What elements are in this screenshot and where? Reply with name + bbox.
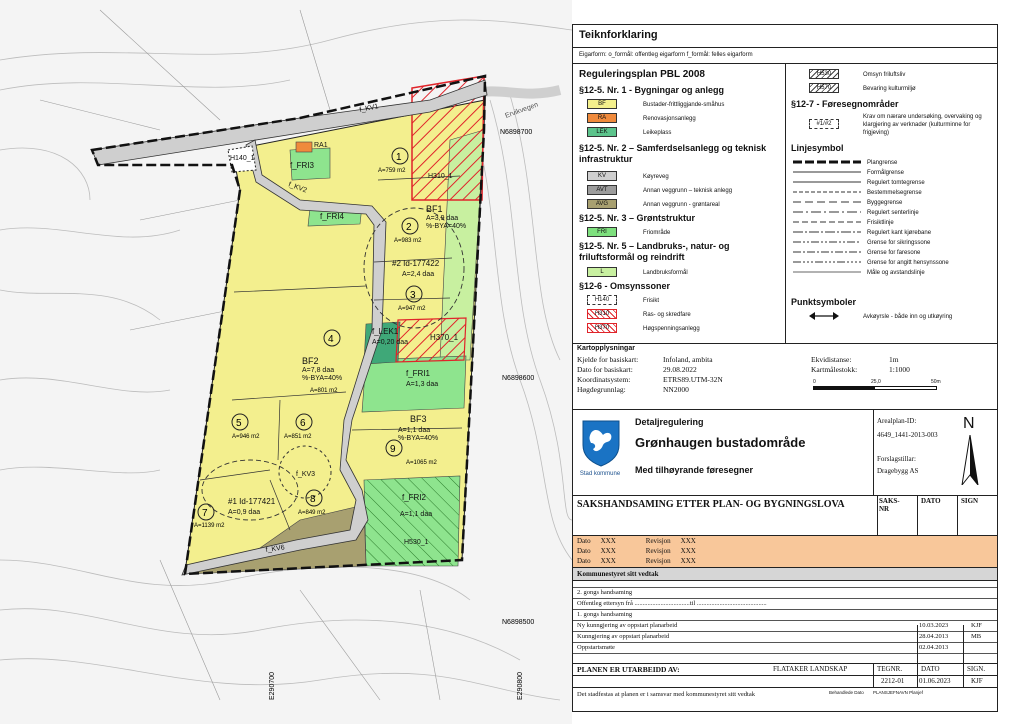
arrow-icon [809, 311, 839, 321]
saks-row-1: Offentleg ettersyn frå ..................................til ........................................... [573, 598, 997, 609]
fri2-code: f_FRI2 [402, 493, 427, 502]
lot-6-number: 6 [300, 418, 306, 429]
line-label-0: Plangrense [867, 160, 898, 166]
line-label-3: Bestemmelsegrense [867, 190, 922, 196]
bf3-code: BF3 [410, 414, 427, 424]
kart-values [663, 355, 723, 395]
road-name: Ervikvegen [504, 101, 540, 120]
id1-area: A=0,9 daa [228, 509, 261, 516]
lot-9-number: 9 [390, 444, 396, 455]
lot-7-number: 7 [202, 508, 208, 519]
h370-code: H370_1 [430, 333, 459, 342]
h530-code: H530_1 [404, 539, 429, 546]
label-kv: Køyreveg [643, 174, 669, 180]
swatch-h570: H570 [809, 83, 839, 93]
lot-2-area: A=983 m2 [394, 238, 422, 244]
kv2-code: f_KV2 [287, 181, 308, 195]
kv1-code: f_KV1 [358, 103, 380, 114]
kart-keys [577, 355, 638, 395]
saks-title: SAKSHANDSAMING ETTER PLAN- OG BYGNINGSLOVA [577, 499, 845, 510]
swatch-h140: H140 [587, 295, 617, 305]
col-dato: DATO [921, 497, 941, 505]
swatch-fri: FRI [587, 227, 617, 237]
swatch-l: L [587, 267, 617, 277]
line-label-10: Grense for angitt hensynssone [867, 260, 949, 266]
kart-val-2: ETRS89.UTM-32N [663, 375, 723, 384]
line-label-1: Formålgrense [867, 170, 905, 176]
lot-3-number: 3 [410, 290, 416, 301]
swatch-bf: BF [587, 99, 617, 109]
kart-key-2: Koordinatsystem: [577, 375, 631, 384]
kart-val-3: NN2000 [663, 385, 689, 394]
vedtak-label: Kommunestyret sitt vedtak [577, 570, 659, 578]
arealplan-id: 4649_1441-2013-003 [877, 431, 938, 439]
plan-name: Grønhaugen bustadområde [635, 435, 806, 450]
h140-code: H140_1 [230, 155, 255, 162]
label-l: Landbruksformål [643, 270, 688, 276]
bf3-bya: %-BYA=40% [398, 435, 439, 442]
swatch-h310: H310 [587, 309, 617, 319]
line-symbol-labels [867, 158, 949, 278]
swatch-ra: RA [587, 113, 617, 123]
line-label-11: Måle og avstandslinje [867, 270, 925, 276]
swatch-lek: LEK [587, 127, 617, 137]
label-fri: Friområde [643, 230, 671, 236]
bf3-area: A=1,1 daa [398, 427, 431, 434]
legend-panel [572, 24, 998, 712]
arealplan-label: Arealplan-ID: [877, 417, 917, 425]
line-symbols-title: Linjesymbol [791, 143, 844, 153]
kart-title: Kartopplysningar [577, 345, 635, 352]
swatch-avg: AVG [587, 199, 617, 209]
plan-title: Reguleringsplan PBL 2008 [579, 69, 705, 80]
swatch-h370: H370 [587, 323, 617, 333]
tegnr-label: TEGNR. [877, 665, 903, 673]
scale-tick-2: 50m [931, 379, 941, 385]
bf2-area: A=7,8 daa [302, 367, 335, 374]
fri2-area: A=1,1 daa [400, 511, 433, 518]
line-label-8: Grense for sikringssone [867, 240, 931, 246]
rev-row-1: Dato XXX Revisjon XXX [577, 547, 696, 555]
utarb-label: PLANEN ER UTARBEIDD AV: [577, 665, 680, 674]
lot-5-area: A=946 m2 [232, 434, 260, 440]
fri1-code: f_FRI1 [406, 369, 431, 378]
label-h140: Frisikt [643, 298, 659, 304]
scale-value: 1:1000 [889, 365, 910, 374]
plan-kind: Detaljregulering [635, 417, 704, 427]
fri1-area: A=1,3 daa [406, 381, 439, 388]
sign-value: KJF [971, 677, 983, 685]
line-label-2: Regulert tomtegrense [867, 180, 925, 186]
fri3-code: f_FRI3 [290, 161, 315, 170]
point-label: Avkøyrsle - både inn og utkøyring [863, 314, 953, 320]
ekvi-value: 1m [889, 355, 899, 364]
bf2-bya: %-BYA=40% [302, 375, 343, 382]
bf1-bya: %-BYA=40% [426, 223, 467, 230]
saks-rows [573, 587, 997, 654]
point-symbols-title: Punktsymboler [791, 297, 857, 307]
label-h570: Bevaring kulturmiljø [863, 86, 916, 92]
scale-bar [813, 386, 937, 390]
footer-note: Det stadfestas at planen er i samsvar med kommunestyret sitt vedtak [577, 691, 755, 698]
line-label-6: Frisiktlinje [867, 220, 894, 226]
bf1-code: BF1 [426, 204, 443, 214]
kv3-code: f_KV3 [296, 471, 316, 478]
label-ra: Renovasjonsanlegg [643, 116, 696, 122]
ra1-code: RA1 [314, 142, 328, 149]
swatch-fores: #1/#2 [809, 119, 839, 129]
lot-8-area: A=849 m2 [298, 510, 326, 516]
id2-area: A=2,4 daa [402, 271, 435, 278]
line-label-5: Regulert senterlinje [867, 210, 919, 216]
north-label: N [963, 415, 975, 432]
lot-2-number: 2 [406, 222, 412, 233]
id1-label: #1 Id-177421 [228, 497, 276, 506]
h310-code: H310_1 [428, 173, 453, 180]
kart-val-0: Infoland, ambita [663, 355, 713, 364]
label-h530: Omsyn friluftsliv [863, 72, 906, 78]
bf1-area: A=3,9 daa [426, 215, 459, 222]
label-avg: Annan veggrunn - grøntareal [643, 202, 720, 208]
line-label-7: Regulert kant kjørebane [867, 230, 932, 236]
coord-n-700: N6898700 [500, 129, 533, 136]
north-arrow-icon [961, 435, 979, 485]
ownership-note: Eigarform: o_formål: offentleg eigarform f_formål: felles eigarform [579, 52, 753, 58]
kart-val-1: 29.08.2022 [663, 365, 697, 374]
kart-key-0: Kjelde for basiskart: [577, 355, 639, 364]
lot-5-number: 5 [236, 418, 242, 429]
saks-row-2: 1. gongs handsaming [573, 609, 997, 620]
dato-label: DATO [921, 665, 940, 673]
label-lek: Leikeplass [643, 130, 672, 136]
kv6-code: f_KV6 [265, 544, 286, 554]
swatch-h530: H530 [809, 69, 839, 79]
line-label-4: Byggegrense [867, 200, 903, 206]
line-label-9: Grense for faresone [867, 250, 921, 256]
saks-row-3: Ny kunngjering av oppstart planarbeid 10.03.2023 KJF [573, 620, 997, 631]
swatch-kv: KV [587, 171, 617, 181]
sign-label: SIGN. [967, 665, 986, 673]
rev-row-0: Dato XXX Revisjon XXX [577, 537, 696, 545]
scale-label: Kartmålestokk: [811, 365, 858, 374]
coord-e-700: E290700 [269, 671, 276, 700]
section-5: §12-5. Nr. 5 – Landbruks-, natur- og friluftsformål og reindrift [579, 241, 730, 262]
col-sign: SIGN [961, 497, 979, 505]
kart-scale-values [889, 355, 910, 375]
plan-sub: Med tilhøyrande føresegner [635, 465, 754, 475]
fri4-code: f_FRI4 [320, 212, 345, 221]
bf2-code: BF2 [302, 356, 319, 366]
saks-row-4: Kunngjering av oppstart planarbeid 28.04.2013 MB [573, 631, 997, 642]
dato-value: 01.06.2023 [919, 677, 951, 685]
tegnr-value: 2212-01 [881, 677, 905, 685]
label-h310: Ras- og skredfare [643, 312, 691, 318]
section-3: §12-5. Nr. 3 – Grøntstruktur [579, 213, 696, 223]
scale-tick-1: 25,0 [871, 379, 881, 385]
rev-rows [577, 536, 696, 566]
lot-7-area: A=1139 m2 [194, 523, 225, 529]
coord-e-800: E290800 [517, 671, 524, 700]
line-symbol-samples [791, 157, 863, 281]
lot-1-number: 1 [396, 152, 402, 163]
municipality-crest-icon [581, 419, 621, 467]
section-1: §12-5. Nr. 1 - Bygningar og anlegg [579, 85, 725, 95]
col-saksnr: SAKS-NR [879, 497, 900, 513]
lot-3-area: A=947 m2 [398, 306, 426, 312]
lot-4-number: 4 [328, 334, 334, 345]
coord-n-500: N6898500 [502, 619, 535, 626]
kart-scale-labels [811, 355, 857, 375]
id2-label: #2 Id-177422 [392, 259, 440, 268]
kart-key-1: Dato for basiskart: [577, 365, 633, 374]
coord-n-600: N6898600 [502, 375, 535, 382]
label-avt: Annan veggrunn – teknisk anlegg [643, 188, 733, 194]
municipality-name: Stad kommune [579, 471, 621, 477]
zone-h530 [364, 476, 460, 566]
utarb-value: FLATAKER LANDSKAP [773, 665, 848, 673]
saks-row-5: Oppstartsmøte 02.04.2013 [573, 642, 997, 654]
swatch-avt: AVT [587, 185, 617, 195]
lot-4-area: A=801 m2 [310, 388, 338, 394]
lek1-code: f_LEK1 [372, 327, 399, 336]
scale-tick-0: 0 [813, 379, 816, 385]
saks-row-0: 2. gongs handsaming [573, 587, 997, 598]
footer-b2: PLANSJEFNAVN Planjef [873, 690, 923, 695]
lot-8-number: 8 [310, 494, 316, 505]
section-7: §12-7 - Føresegnområder [791, 99, 899, 109]
footer-b1: Behandlede Dato [829, 690, 864, 695]
rev-row-2: Dato XXX Revisjon XXX [577, 557, 696, 565]
legend-title: Teiknforklaring [579, 29, 658, 41]
section-2: §12-5. Nr. 2 – Samferdselsanlegg og teknisk infrastruktur [579, 143, 767, 164]
ekvi-label: Ekvidistanse: [811, 355, 852, 364]
label-bf: Bustader-frittliggjande-småhus [643, 102, 725, 108]
forslag-label: Forslagstillar: [877, 455, 916, 463]
lot-9-area: A=1065 m2 [406, 460, 437, 466]
zone-ra1[interactable] [296, 142, 312, 152]
label-fores: Krav om nærare undersøking, overvaking og klargjering av verknader (kulturminne for frigjeving) [863, 114, 982, 136]
lot-6-area: A=851 m2 [284, 434, 312, 440]
section-6: §12-6 - Omsynssoner [579, 281, 671, 291]
forslag-value: Dragebygg AS [877, 467, 919, 475]
label-h370: Høgspenningsanlegg [643, 326, 700, 332]
kart-key-3: Høgdegrunnlag: [577, 385, 626, 394]
lek1-area: A=0,20 daa [372, 339, 409, 346]
lot-1-area: A=759 m2 [378, 168, 406, 174]
